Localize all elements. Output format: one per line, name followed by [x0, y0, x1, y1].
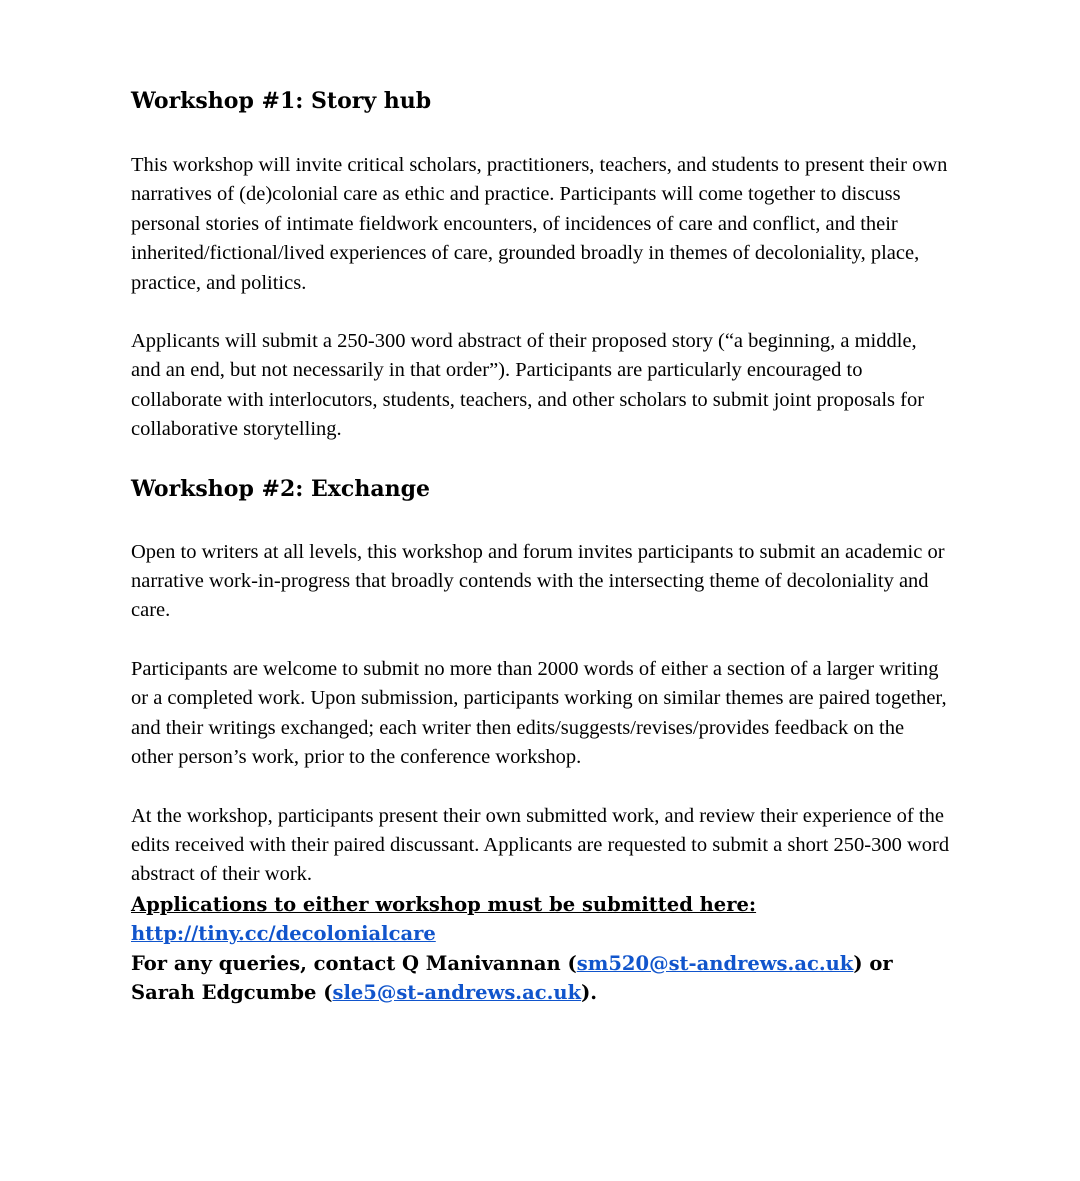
contact-prefix: For any queries, contact Q Manivannan ( [131, 951, 577, 975]
applications-block [131, 890, 951, 949]
contact-middle: ) or Sarah Edgcumbe ( [131, 951, 893, 1004]
workshop2-paragraph-3: At the workshop, participants present their own submitted work, and review their experience of the edits received with their paired discussant. Applicants are requested to submit a short 250-300 word abstract of their work. [131, 804, 950, 886]
contact-block [131, 949, 951, 1008]
email-link-manivannan[interactable]: sm520@st-andrews.ac.uk [576, 951, 854, 975]
applications-label: Applications to either workshop must be submitted here: [131, 892, 757, 916]
contact-suffix: ). [581, 980, 598, 1004]
workshop2-heading: Workshop #2: Exchange [131, 475, 430, 502]
email-link-edgcumbe[interactable]: sle5@st-andrews.ac.uk [332, 980, 582, 1004]
document-page [131, 86, 951, 1007]
workshop2-paragraph-1: Open to writers at all levels, this workshop and forum invites participants to submit an academic or narrative work-in-progress that broadly contends with the intersecting theme of decoloniality and care. [131, 540, 945, 622]
applications-link[interactable]: http://tiny.cc/decolonialcare [131, 922, 436, 946]
workshop1-heading: Workshop #1: Story hub [131, 88, 432, 114]
workshop2-paragraph-2: Participants are welcome to submit no more than 2000 words of either a section of a larger writing or a completed work. Upon submission, participants working on similar themes are paired together, and their writings exchanged; each writer then edits/suggests/revises/provides feedback on the other person’s work, prior to the conference workshop. [131, 657, 947, 769]
workshop1-paragraph-2: Applicants will submit a 250-300 word abstract of their proposed story (“a beginning, a middle, and an end, but not necessarily in that order”). Participants are particularly encouraged to collaborate with interlocutors, students, teachers, and other scholars to submit joint proposals for collaborative storytelling. [131, 330, 925, 441]
workshop1-paragraph-1: This workshop will invite critical scholars, practitioners, teachers, and students to present their own narratives of (de)colonial care as ethic and practice. Participants will come together to discuss personal stories of intimate fieldwork encounters, of incidences of care and conflict, and their inherited/fictional/lived experiences of care, grounded broadly in themes of decoloniality, place, practice, and politics. [131, 154, 948, 294]
